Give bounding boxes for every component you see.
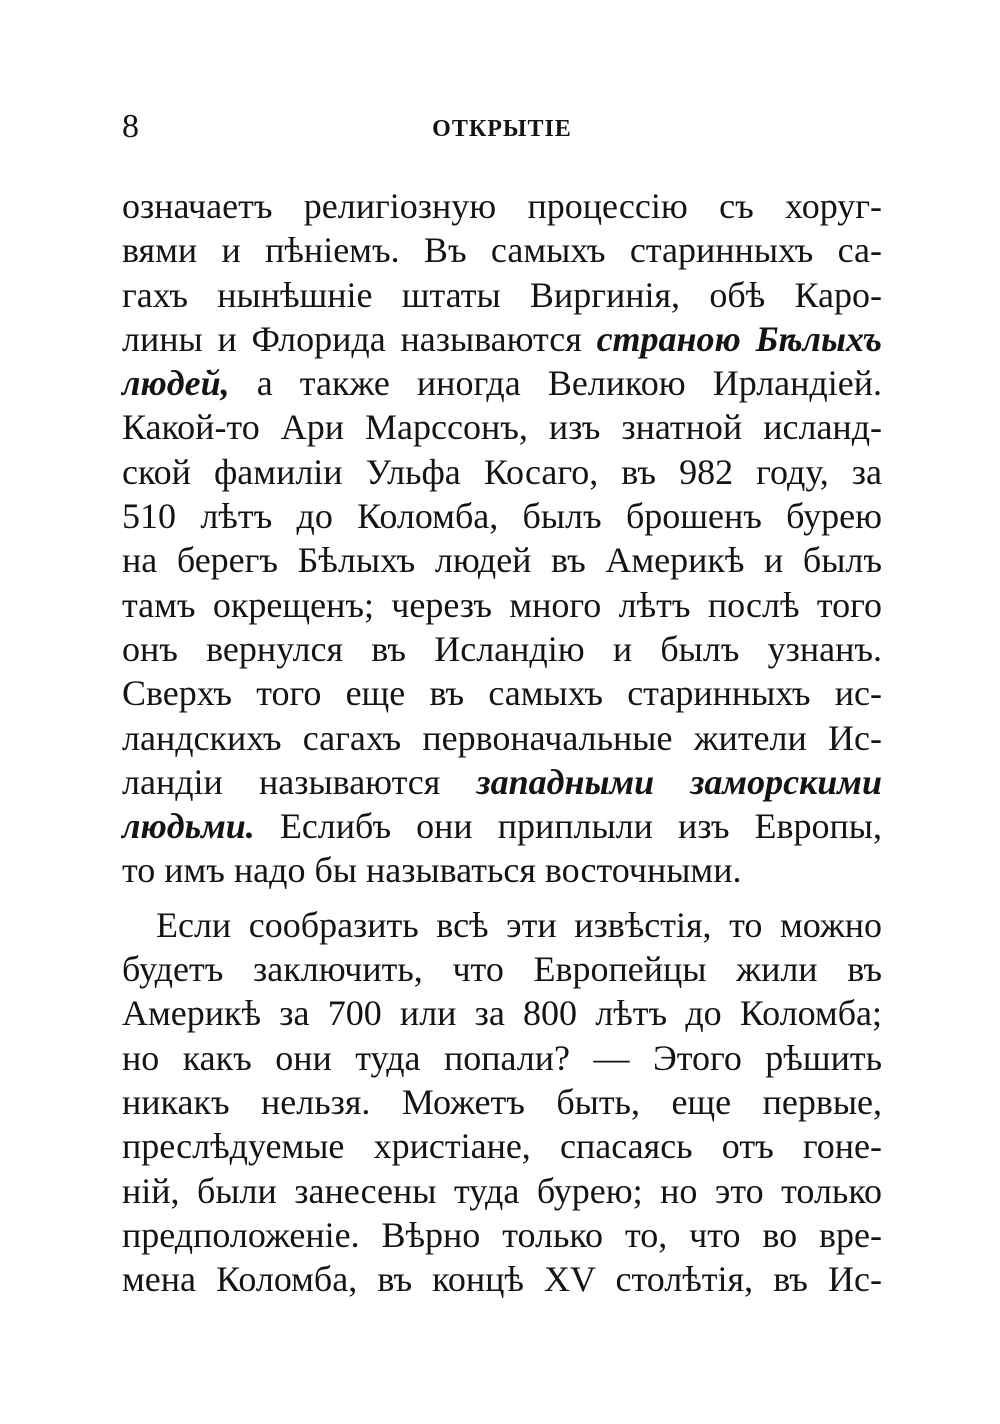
emphasized-phrase: людей, bbox=[122, 363, 230, 404]
page-header bbox=[122, 108, 882, 156]
line-text: лины и Флорида называются bbox=[122, 318, 597, 359]
text-line: означаетъ религiозную процессiю съ хоруг- bbox=[122, 186, 882, 226]
text-line: предположенiе. Вѣрно только то, что во вре- bbox=[122, 1214, 882, 1255]
text-line bbox=[122, 804, 882, 848]
page-number: 8 bbox=[122, 108, 139, 145]
text-line: но какъ они туда попали? — Этого рѣшить bbox=[122, 1037, 882, 1078]
text-line: вями и пѣнiемъ. Въ самыхъ старинныхъ са- bbox=[122, 230, 882, 271]
text-line: никакъ нельзя. Можетъ быть, еще первые, bbox=[122, 1081, 882, 1122]
emphasized-phrase: людьми. bbox=[122, 806, 255, 847]
text-line bbox=[122, 760, 882, 804]
text-line: онъ вернулся въ Исландiю и былъ узнанъ. bbox=[122, 628, 882, 669]
text-line: то имъ надо бы называться восточными. bbox=[122, 850, 742, 891]
text-line: нiй, были занесены туда бурею; но это только bbox=[122, 1170, 882, 1211]
line-text: а также иногда Великою Ирландiей. bbox=[229, 363, 882, 404]
text-line: преслѣдуемые христiане, спасаясь отъ гоне- bbox=[122, 1126, 882, 1167]
emphasized-phrase: странoю Бѣлыхъ bbox=[596, 318, 883, 359]
text-line: тамъ окрещенъ; черезъ много лѣтъ послѣ того bbox=[122, 584, 882, 625]
text-line bbox=[122, 361, 882, 405]
running-title: ОТКРЫТIЕ bbox=[432, 116, 572, 142]
body-text bbox=[122, 184, 882, 1301]
text-line: мена Коломба, въ концѣ XV столѣтiя, въ Ис- bbox=[122, 1259, 882, 1300]
line-text: Еслибъ они приплыли изъ Европы, bbox=[254, 806, 882, 847]
text-line: 510 лѣтъ до Коломба, былъ брошенъ бурею bbox=[122, 496, 882, 537]
text-line: будетъ заключить, что Европейцы жили въ bbox=[122, 949, 882, 990]
text-line: гахъ нынѣшнiе штаты Виргинiя, обѣ Каро- bbox=[122, 274, 882, 315]
text-line: ландскихъ сагахъ первоначальные жители Ис- bbox=[122, 717, 882, 758]
line-text: ландiи называются bbox=[122, 761, 477, 802]
text-line bbox=[122, 317, 882, 361]
text-line: Сверхъ того еще въ самыхъ старинныхъ ис- bbox=[122, 673, 882, 714]
text-line: Какой-то Ари Марссонъ, изъ знатной исланд- bbox=[122, 407, 882, 448]
text-line: ской фамилiи Ульфа Косаго, въ 982 году, за bbox=[122, 451, 882, 492]
text-line: на берегъ Бѣлыхъ людей въ Америкѣ и былъ bbox=[122, 540, 882, 581]
emphasized-phrase: западными заморскими bbox=[476, 761, 882, 802]
text-line: Если сообразить всѣ эти извѣстiя, то можно bbox=[156, 904, 882, 945]
text-line: Америкѣ за 700 или за 800 лѣтъ до Коломба; bbox=[122, 993, 882, 1034]
